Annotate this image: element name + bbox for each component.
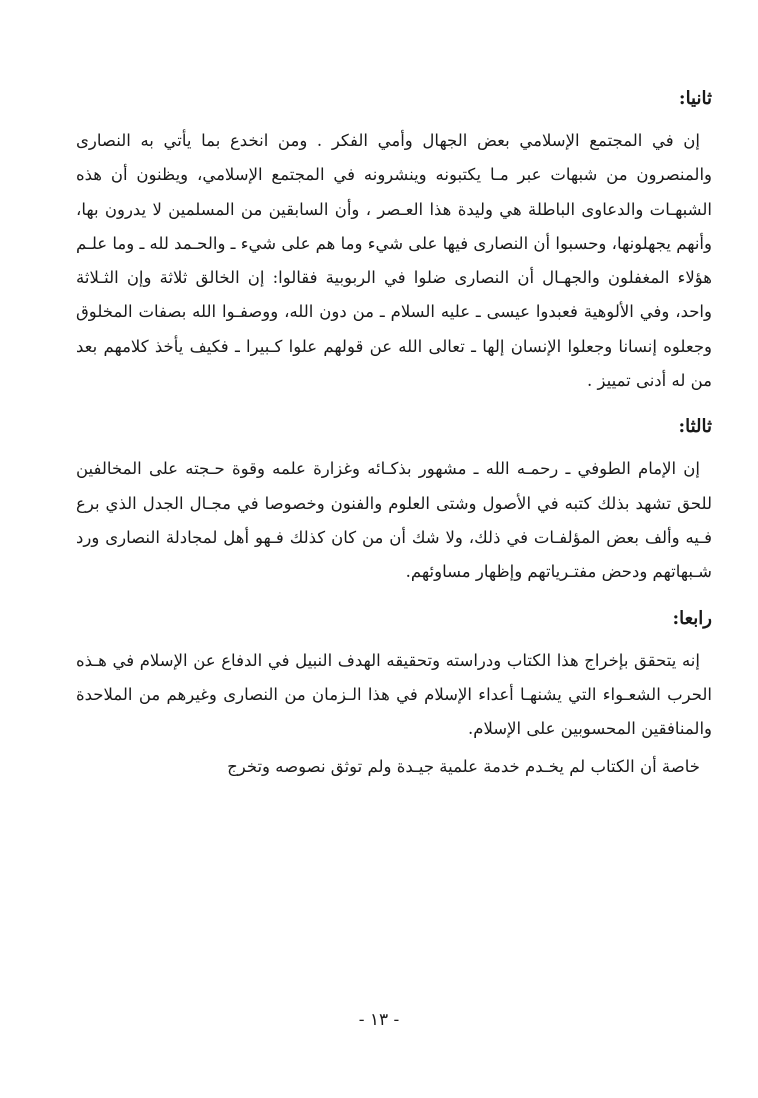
section-paragraph: إن في المجتمع الإسلامي بعض الجهال وأمي الفكر . ومن انخدع بما يأتي به النصارى والمنصرون من شبهات عبر مـا يكتبونه وينشرونه في المجتمع الإسلامي، ويظنون أن هذه الشبهـات والدعاوى الباطلة هي وليدة هذا العـصر ، وأن السابقين من المسلمين لا يدرون بها، وأنهم يجهلونها، وحسبوا أن النصارى فيها على شيء وما هم على شيء ـ والحـمد لله ـ وما علـم هؤلاء المغفلون والجهـال أن النصارى ضلوا في الربوبية فقالوا: إن الخالق ثلاثة وإن الثـلاثة واحد، وفي الألوهية فعبدوا عيسى ـ عليه السلام ـ من دون الله، ووصفـوا الله بصفات المخلوق وجعلوه إنسانا وجعلوا الإنسان إلها ـ تعالى الله عن قولهم علوا كـبيرا ـ فكيف يأخذ كلامهم بعد من له أدنى تمييز . (76, 131, 712, 391)
section-heading: ثانيا: (678, 88, 712, 109)
section-third (76, 408, 712, 589)
section-second (76, 80, 712, 398)
section-paragraph: إن الإمام الطوفي ـ رحمـه الله ـ مشهور بذكـائه وغزارة علمه وقوة حـجته على المخالفين للحق تشهد بذلك كتبه في الأصول وشتى العلوم والفنون وخصوصا في مجـال الجدل الذي برع فـيه وألف بعض المؤلفـات في ذلك، ولا شك أن من كان كذلك فـهو أهل لمجادلة النصارى ورد شـبهاتهم ودحض مفتـرياتهم وإظهار مساوئهم. (76, 459, 712, 582)
page-body (76, 80, 712, 795)
section-paragraph: خاصة أن الكتاب لم يخـدم خدمة علمية جيـدة ولم توثق نصوصه وتخرج (227, 757, 700, 777)
page-number: - ١٣ - (358, 1010, 400, 1030)
section-paragraph: إنه يتحقق بإخراج هذا الكتاب ودراسته وتحقيقه الهدف النبيل في الدفاع عن الإسلام في هـذه الحرب الشعـواء التي يشنهـا أعداء الإسلام في هذا الـزمان من النصارى وغيرهم من الملاحدة والمنافقين المحسوبين على الإسلام. (76, 650, 712, 739)
section-heading: رابعا: (672, 607, 712, 629)
section-heading: ثالثا: (678, 416, 712, 438)
section-fourth (76, 600, 712, 785)
